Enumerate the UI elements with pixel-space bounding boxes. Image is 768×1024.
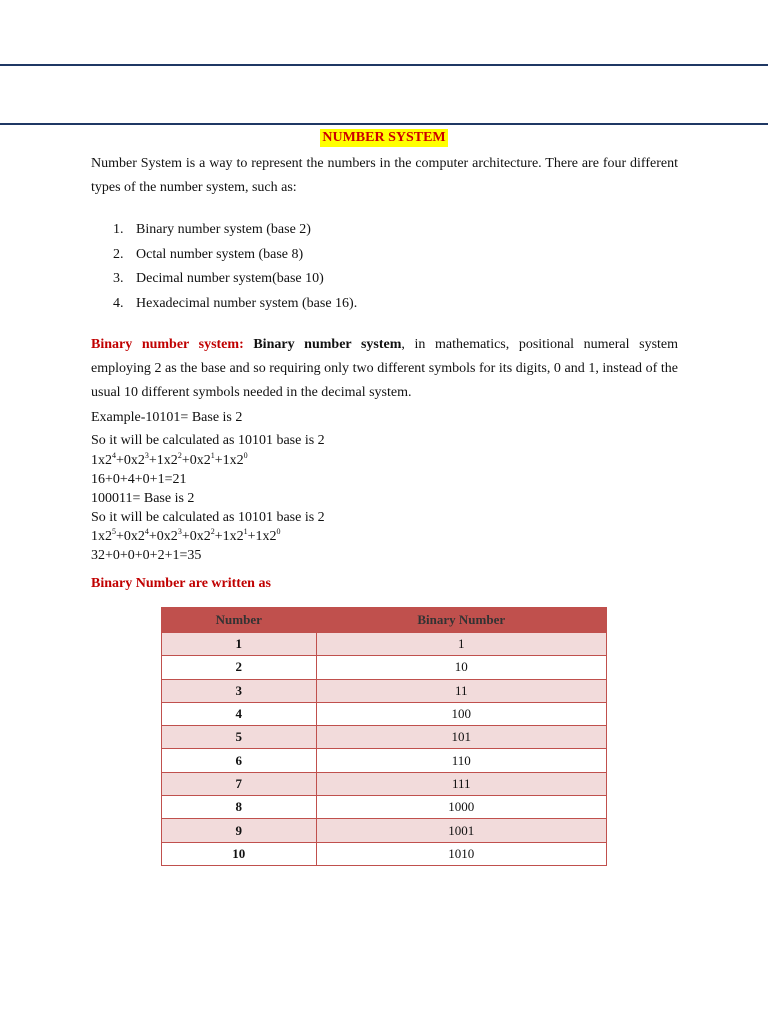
table-row: [162, 726, 607, 749]
cell-number: 1: [162, 633, 317, 656]
cell-binary: 1001: [316, 819, 606, 842]
page-title: NUMBER SYSTEM: [322, 130, 446, 145]
binary-paragraph: [91, 333, 678, 405]
cell-binary: 1010: [316, 842, 606, 865]
list-text: Hexadecimal number system (base 16).: [136, 295, 358, 311]
list-number: 3.: [113, 271, 124, 286]
cell-number: 10: [162, 842, 317, 865]
intro-paragraph: Number System is a way to represent the numbers in the computer architecture. There are four different types of the number system, such as:: [91, 156, 678, 195]
binary-label: Binary number system: [91, 337, 240, 352]
table-row: [162, 772, 607, 795]
result-2: 32+0+0+0+2+1=35: [91, 548, 202, 563]
example-1-lines: [91, 407, 325, 453]
list-item: [113, 292, 357, 317]
list-number: 2.: [113, 246, 124, 262]
list-text: Binary number system (base 2): [136, 222, 311, 237]
cell-number: 4: [162, 702, 317, 725]
cell-binary: 11: [316, 679, 606, 702]
number-system-list: [113, 218, 357, 316]
table-header-row: [162, 608, 607, 633]
list-text: Decimal number system(base 10): [136, 271, 324, 286]
example-1-line: Example-10101= Base is 2: [91, 410, 243, 425]
table-row: [162, 702, 607, 725]
binary-colon: :: [239, 337, 244, 352]
cell-binary: 1: [316, 633, 606, 656]
header-rule: [0, 64, 768, 66]
example-2-line: 100011= Base is 2: [91, 491, 195, 506]
binary-table-heading: Binary Number are written as: [91, 576, 271, 591]
table-row: [162, 633, 607, 656]
list-text: Octal number system (base 8): [136, 246, 304, 262]
table-row: [162, 679, 607, 702]
cell-binary: 110: [316, 749, 606, 772]
formula-2: $1x2^5+0x2^4+0x2^3+0x2^2+1x2^1+1x2^0$: [91, 527, 281, 544]
cell-number: 7: [162, 772, 317, 795]
formula-1: $1x2^4+0x2^3+1x2^2+0x2^1+1x2^0$: [91, 451, 248, 468]
table-row: [162, 749, 607, 772]
cell-binary: 1000: [316, 796, 606, 819]
list-item: [113, 243, 357, 268]
cell-number: 5: [162, 726, 317, 749]
result-1: 16+0+4+0+1=21: [91, 472, 187, 487]
table-row: [162, 796, 607, 819]
example-1-line: So it will be calculated as 10101 base is 2: [91, 433, 325, 448]
title-wrap: [0, 128, 768, 147]
cell-number: 2: [162, 656, 317, 679]
cell-binary: 100: [316, 702, 606, 725]
binary-table: [161, 607, 607, 866]
list-item: [113, 267, 357, 292]
cell-number: 6: [162, 749, 317, 772]
cell-number: 8: [162, 796, 317, 819]
column-header-binary: Binary Number: [316, 608, 606, 633]
header-rule-secondary: [0, 123, 768, 125]
cell-binary: 10: [316, 656, 606, 679]
cell-number: 3: [162, 679, 317, 702]
example-2-line: So it will be calculated as 10101 base is 2: [91, 510, 325, 525]
binary-term: Binary number system: [253, 337, 402, 352]
table-row: [162, 656, 607, 679]
list-number: 4.: [113, 295, 124, 311]
table-row: [162, 842, 607, 865]
table-row: [162, 819, 607, 842]
list-item: [113, 218, 357, 243]
calculation-lines: [91, 452, 325, 566]
list-number: 1.: [113, 222, 124, 237]
column-header-number: Number: [162, 608, 317, 633]
cell-number: 9: [162, 819, 317, 842]
cell-binary: 101: [316, 726, 606, 749]
cell-binary: 111: [316, 772, 606, 795]
binary-body: , in mathematics, positional numeral system employing 2 as the base and so requiring only two different symbols for its digits, 0 and 1, instead of the usual 10 different symbols needed in the decimal system.: [91, 337, 679, 400]
